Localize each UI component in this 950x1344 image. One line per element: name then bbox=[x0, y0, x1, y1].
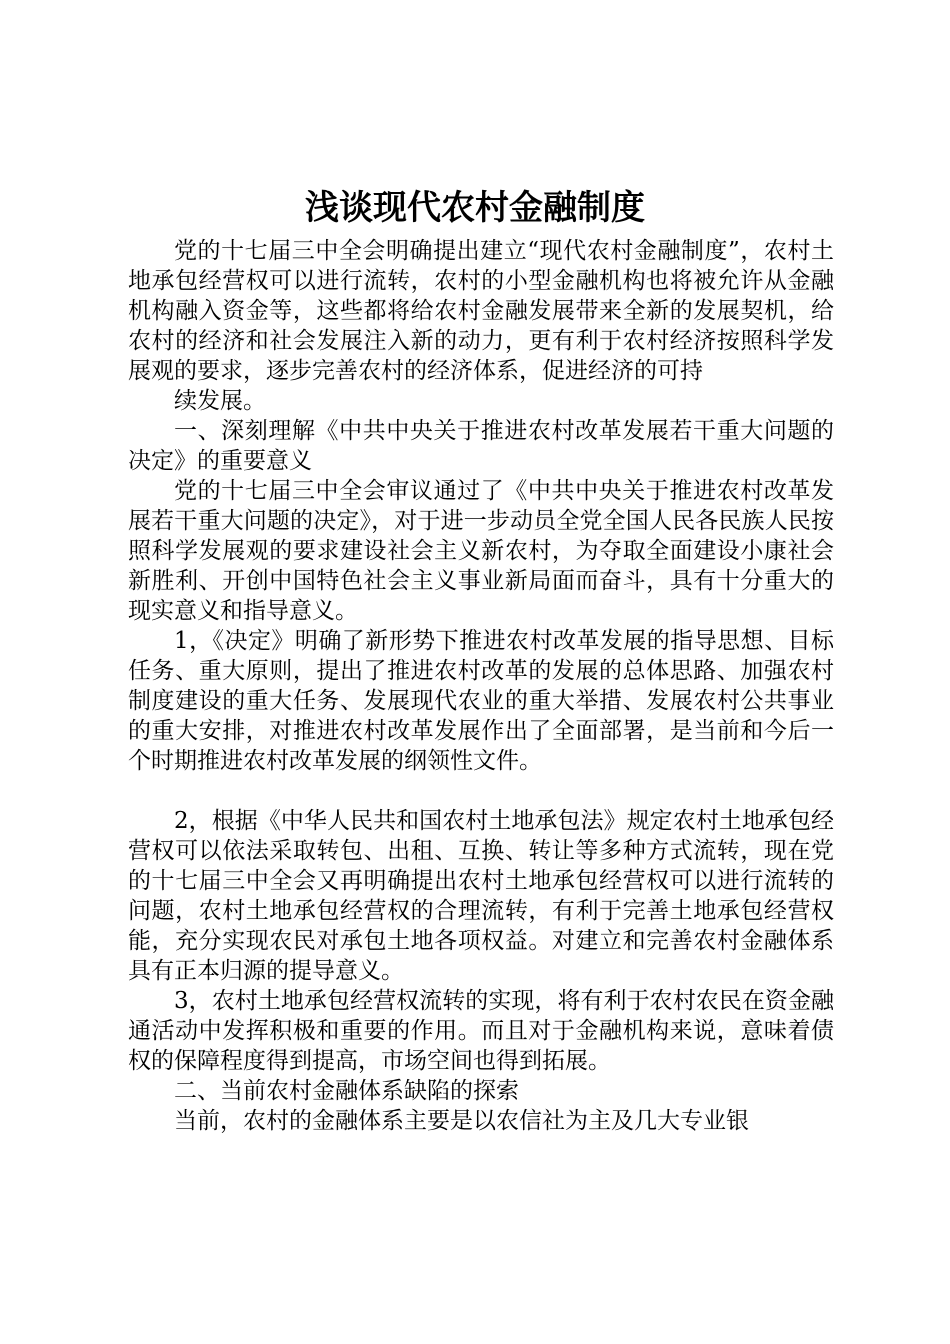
document-title: 浅谈现代农村金融制度 bbox=[305, 188, 645, 228]
section-heading-2: 二、当前农村金融体系缺陷的探索 bbox=[174, 1078, 519, 1104]
paragraph-intro-continued: 续发展。 bbox=[174, 388, 266, 414]
paragraph-intro: 党的十七届三中全会明确提出建立“现代农村金融制度”，农村土地承包经营权可以进行流转，农村的小型金融机构也将被允许从金融机构融入资金等，这些都将给农村金融发展带来全新的发展契机，给农村的经济和社会发展注入新的动力，更有利于农村经济按照科学发展观的要求，逐步完善农村的经济体系，促进经济的可持 bbox=[128, 238, 834, 384]
paragraph-current-system: 当前，农村的金融体系主要是以农信社为主及几大专业银 bbox=[174, 1108, 749, 1134]
document-body bbox=[128, 236, 834, 1136]
paragraph-point-3: 3，农村土地承包经营权流转的实现，将有利于农村农民在资金融通活动中发挥积极和重要的作用。而且对于金融机构来说，意味着债权的保障程度得到提高，市场空间也得到拓展。 bbox=[128, 988, 834, 1074]
paragraph-point-1: 1，《决定》明确了新形势下推进农村改革发展的指导思想、目标任务、重大原则，提出了推进农村改革的发展的总体思路、加强农村制度建设的重大任务、发展现代农业的重大举措、发展农村公共事业的重大安排，对推进农村改革发展作出了全面部署，是当前和今后一个时期推进农村改革发展的纲领性文件。 bbox=[128, 628, 834, 774]
paragraph-point-2: 2，根据《中华人民共和国农村土地承包法》规定农村土地承包经营权可以依法采取转包、出租、互换、转让等多种方式流转，现在党的十七届三中全会又再明确提出农村土地承包经营权可以进行流转的问题，农村土地承包经营权的合理流转，有利于完善土地承包经营权能，充分实现农民对承包土地各项权益。对建立和完善农村金融体系具有正本归源的提导意义。 bbox=[128, 808, 834, 984]
section-heading-1: 一、深刻理解《中共中央关于推进农村改革发展若干重大问题的决定》的重要意义 bbox=[128, 418, 834, 474]
paragraph-decision-significance: 党的十七届三中全会审议通过了《中共中央关于推进农村改革发展若干重大问题的决定》，对于进一步动员全党全国人民各民族人民按照科学发展观的要求建设社会主义新农村，为夺取全面建设小康社会新胜利、开创中国特色社会主义事业新局面而奋斗，具有十分重大的现实意义和指导意义。 bbox=[128, 478, 834, 624]
